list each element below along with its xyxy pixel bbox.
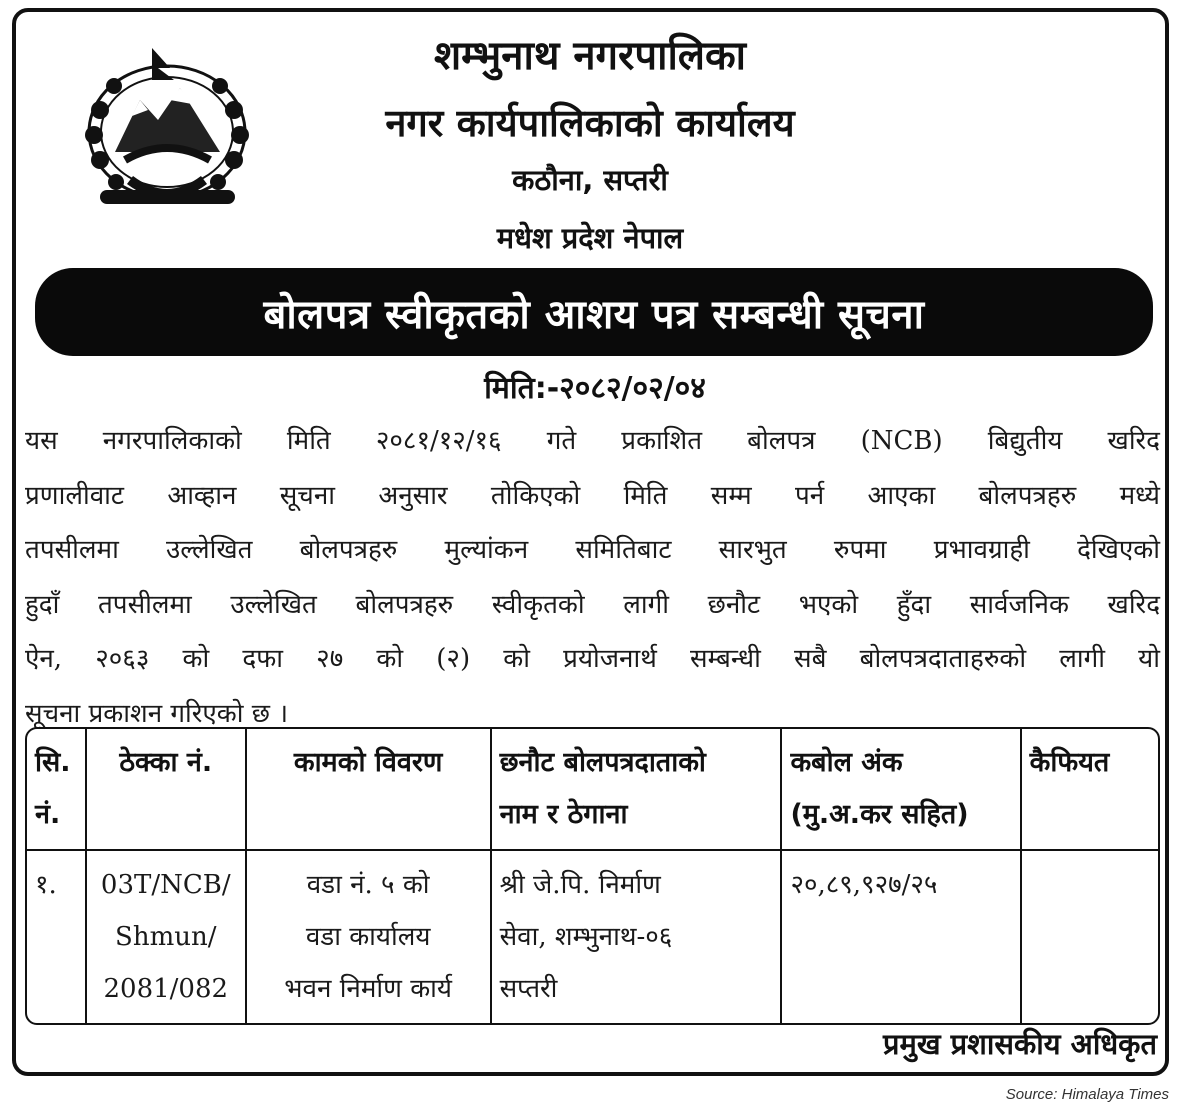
cell-bidder: श्री जे.पि. निर्माण सेवा, शम्भुनाथ-०६ सप्तरी [492,851,783,1023]
header-remarks: कैफियत [1022,729,1158,851]
province-name: मधेश प्रदेश नेपाल [496,221,684,255]
notice-title: बोलपत्र स्वीकृतको आशय पत्र सम्बन्धी सूचना [263,291,925,338]
body-line: हुदाँ तपसीलमा उल्लेखित बोलपत्रहरु स्वीकृतको लागी छनौट भएको हुँदा सार्वजनिक खरिद [25,589,1160,620]
cell-contract-no: 03T/NCB/ Shmun/ 2081/082 [87,851,247,1023]
nepal-government-emblem-icon [70,40,265,215]
cell-work: वडा नं. ५ को वडा कार्यालय भवन निर्माण कार्य [247,851,492,1023]
tender-table [25,727,1160,1025]
office-name: नगर कार्यपालिकाको कार्यालय [385,101,795,145]
notice-title-banner [35,268,1153,356]
body-line: सूचना प्रकाशन गरिएको छ । [25,698,289,729]
body-line: यस नगरपालिकाको मिति २०८१/१२/१६ गते प्रकाशित बोलपत्र (NCB) बिद्युतीय खरिद [25,426,1160,456]
notice-body [25,414,1160,741]
header-work: कामको विवरण [247,729,492,851]
cell-sn: १. [27,851,87,1023]
office-location: कठौना, सप्तरी [512,163,668,197]
municipality-name: शम्भुनाथ नगरपालिका [433,33,747,79]
signatory: प्रमुख प्रशासकीय अधिकृत [882,1027,1157,1061]
body-line: प्रणालीवाट आव्हान सूचना अनुसार तोकिएको मिति सम्म पर्न आएका बोलपत्रहरु मध्ये [25,480,1160,511]
source-credit: Source: Himalaya Times [1005,1086,1169,1103]
notice-date: मिति:-२०८२/०२/०४ [484,371,706,406]
header-bidder: छनौट बोलपत्रदाताको नाम र ठेगाना [492,729,783,851]
cell-remarks [1022,851,1158,1023]
table-row [27,851,1158,1023]
header-amount: कबोल अंक (मु.अ.कर सहित) [782,729,1021,851]
cell-amount: २०,८९,९२७/२५ [782,851,1021,1023]
header-sn: सि. नं. [27,729,87,851]
header-contract-no: ठेक्का नं. [87,729,247,851]
body-line: ऐन, २०६३ को दफा २७ को (२) को प्रयोजनार्थ सम्बन्धी सबै बोलपत्रदाताहरुको लागी यो [25,644,1160,674]
body-line: तपसीलमा उल्लेखित बोलपत्रहरु मुल्यांकन समितिबाट सारभुत रुपमा प्रभावग्राही देखिएको [25,535,1160,565]
table-header-row [27,729,1158,851]
